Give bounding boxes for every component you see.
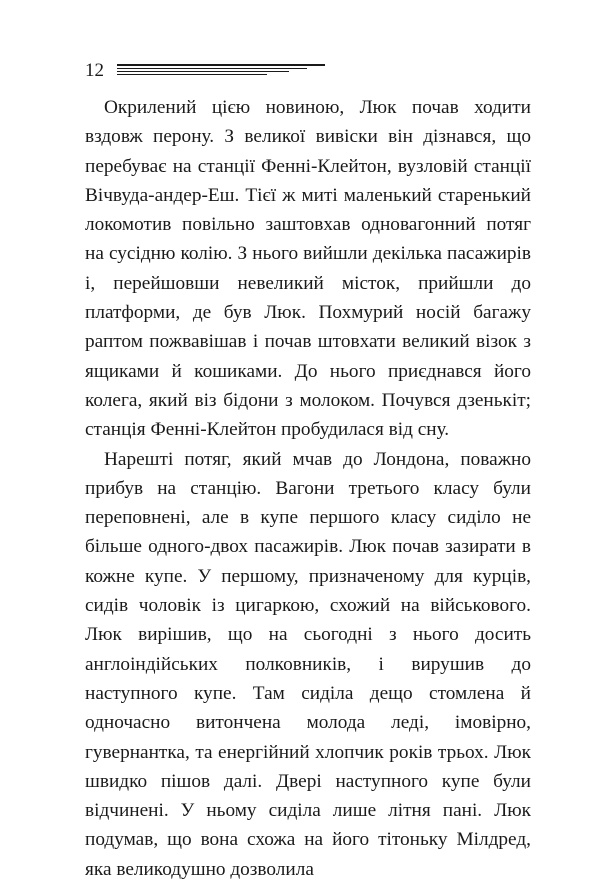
header-rule	[117, 64, 325, 66]
header-rule	[117, 71, 289, 72]
page-number: 12	[85, 60, 104, 81]
paragraph: Нарешті потяг, який мчав до Лондона, поважно прибув на станцію. Вагони третього класу були переповнені, але в купе першого класу сиділо не більше одного-двох пасажирів. Люк почав зазирати в кожне купе. У першому, призначеному для курців, сидів чоловік із цигаркою, схожий на військового. Люк вирішив, що на сьогодні з нього досить англоіндійських полковників, і вирушив до наступного купе. Там сиділа дещо стомлена й одночасно витончена молода леді, імовірно, гувернантка, та енергійний хлопчик років трьох. Люк швидко пішов далі. Двері наступного купе були відчинені. У ньому сиділа лише літня пані. Люк подумав, що вона схожа на його тітоньку Мілдред, яка великодушно дозволила	[85, 448, 531, 880]
header-rule	[117, 74, 267, 75]
body-text	[85, 93, 531, 884]
page-header	[85, 58, 325, 84]
paragraph: Окрилений цією новиною, Люк почав ходити вздовж перону. З великої вивіски він дізнався, що перебуває на станції Фенні-Клейтон, вузловій станції Вічвуда-андер-Еш. Тієї ж миті маленький старенький локомотив повільно заштовхав одновагонний потяг на сусідню колію. З нього вийшли декілька пасажирів і, перейшовши невеликий місток, прийшли до платформи, де був Люк. Похмурий носій багажу раптом пожвавішав і почав штовхати великий візок з ящиками й кошиками. До нього приєднався його колега, який віз бідони з молоком. Почувся дзенькіт; станція Фенні-Клейтон пробудилася від сну.	[85, 97, 531, 441]
header-rule	[117, 68, 307, 69]
